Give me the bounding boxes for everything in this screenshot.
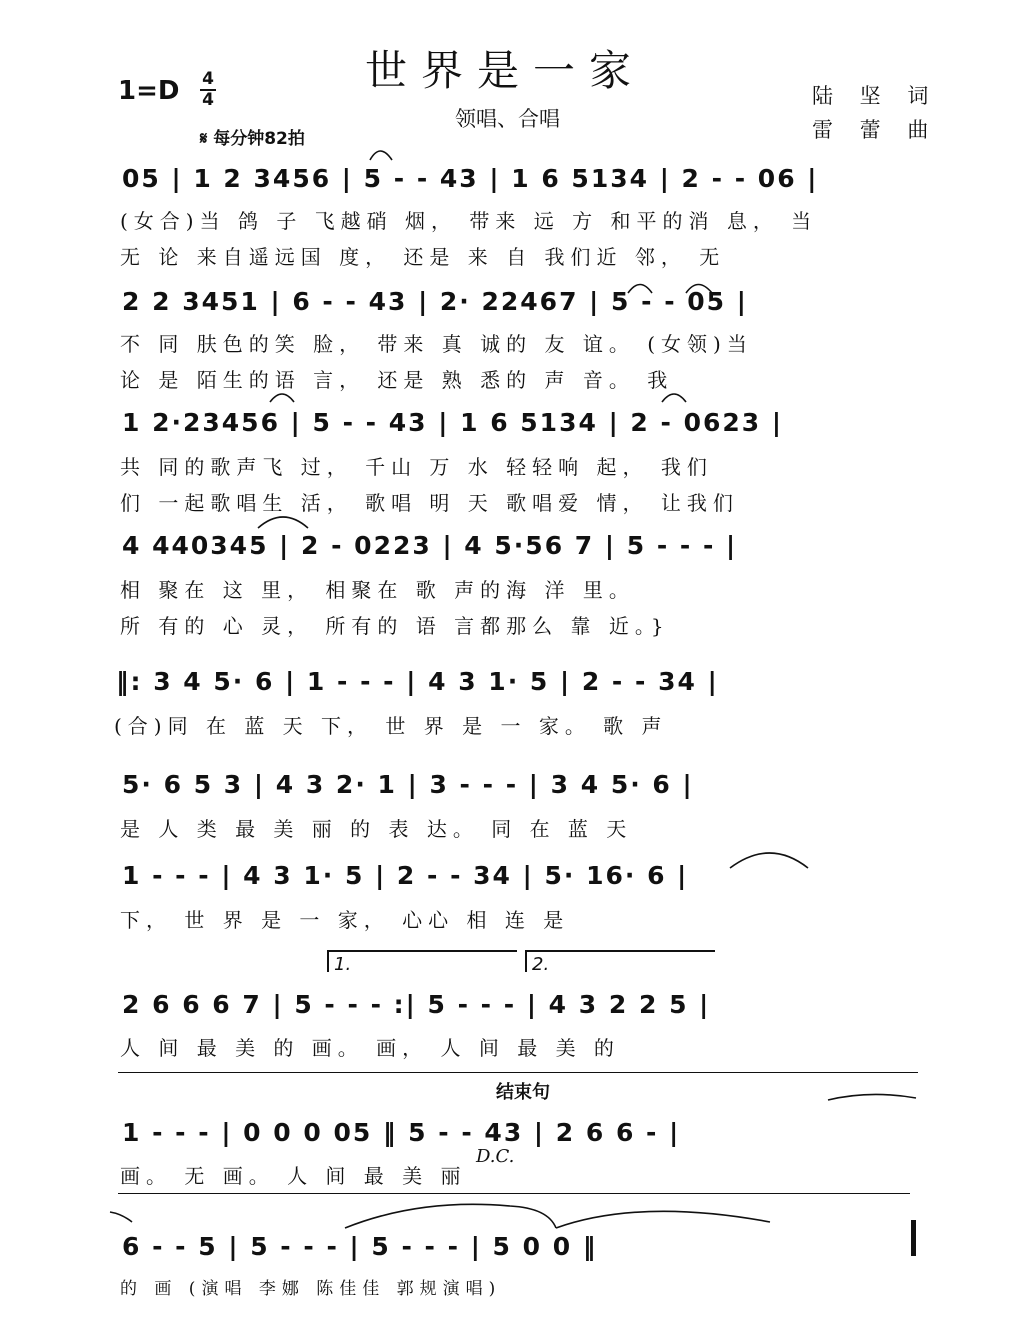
lyric-row-9: 画。 无 画。 人 间 最 美 丽 [120, 1164, 467, 1188]
composer-credit: 雷 蕾 曲 [812, 118, 939, 142]
lyric-row-2a: 不 同 肤色的笑 脸， 带来 真 诚的 友 谊。 (女领)当 [120, 332, 753, 356]
notation-row-4: 4 440345 | 2 - 0223 | 4 5·56 7 | 5 - - - | [122, 531, 738, 560]
performance-note: 领唱、合唱 [455, 107, 560, 131]
tempo-marking: 𝄋 每分钟82拍 [200, 129, 305, 149]
song-title: 世界是一家 [365, 46, 646, 95]
notation-row-2: 2 2 3451 | 6 - - 43 | 2· 22467 | 5 - - 05 | [122, 287, 748, 316]
lyric-row-10: 的 画 (演唱 李娜 陈佳佳 郭规演唱) [120, 1279, 502, 1299]
tie-mark-5 [662, 394, 686, 402]
lyric-row-3a: 共 同的歌声飞 过， 千山 万 水 轻轻响 起， 我们 [120, 455, 713, 479]
lyric-row-4b: 所 有的 心 灵， 所有的 语 言都那么 靠 近。} [120, 614, 670, 638]
notation-row-8: 2 6 6 6 7 | 5 - - - :| 5 - - - | 4 3 2 2 5 | [122, 990, 711, 1019]
tie-mark-2 [628, 285, 652, 294]
notation-row-7: 1 - - - | 4 3 1· 5 | 2 - - 34 | 5· 16· 6 | [122, 861, 689, 890]
lyric-row-8: 人 间 最 美 的 画。 画， 人 间 最 美 的 [120, 1036, 620, 1060]
notation-row-3: 1 2·23456 | 5 - - 43 | 1 6 5134 | 2 - 0623 | [122, 408, 783, 437]
lyric-row-3b: 们 一起歌唱生 活， 歌唱 明 天 歌唱爱 情， 让我们 [120, 491, 739, 515]
notation-row-9: 1 - - - | 0 0 0 05 ‖ 5 - - 43 | 2 6 6 - | [122, 1118, 681, 1147]
dc-marking: D.C. [476, 1146, 515, 1167]
lyric-row-1a: (女合)当 鸽 子 飞越硝 烟， 带来 远 方 和平的消 息， 当 [120, 209, 818, 233]
volta-1-label: 1. [334, 954, 352, 975]
lyric-row-4a: 相 聚在 这 里， 相聚在 歌 声的海 洋 里。 [120, 578, 635, 602]
time-sig-top: 4 [202, 69, 214, 89]
lyric-row-6: 是 人 类 最 美 丽 的 表 达。 同 在 蓝 天 [120, 817, 633, 841]
notation-row-5: ‖: 3 4 5· 6 | 1 - - - | 4 3 1· 5 | 2 - - 34 | [116, 667, 719, 696]
lyric-row-2b: 论 是 陌生的语 言， 还是 熟 悉的 声 音。 我 [120, 368, 674, 392]
lyric-row-1b: 无 论 来自遥远国 度， 还是 来 自 我们近 邻， 无 [120, 245, 726, 269]
notation-row-6: 5· 6 5 3 | 4 3 2· 1 | 3 - - - | 3 4 5· 6 | [122, 770, 694, 799]
tie-mark-3 [686, 285, 712, 294]
slur-mark-4 [345, 1204, 556, 1228]
notation-row-10: 6 - - 5 | 5 - - - | 5 - - - | 5 0 0 ‖ [122, 1232, 598, 1261]
key-signature: 1=D [118, 76, 180, 106]
slur-mark-1 [730, 853, 808, 868]
tie-mark-6 [258, 517, 308, 528]
volta-2-label: 2. [532, 954, 550, 975]
tie-mark-4 [270, 394, 294, 402]
tie-mark-1 [370, 151, 392, 160]
lyric-row-5: (合)同 在 蓝 天 下， 世 界 是 一 家。 歌 声 [114, 714, 668, 738]
coda-label: 结束句 [496, 1082, 550, 1103]
time-sig-bottom: 4 [202, 90, 214, 110]
lyricist-credit: 陆 坚 词 [812, 84, 939, 108]
lyric-row-7: 下， 世 界 是 一 家， 心心 相 连 是 [120, 908, 570, 932]
slur-mark-5 [556, 1211, 770, 1228]
notation-row-1: 05 | 1 2 3456 | 5 - - 43 | 1 6 5134 | 2 - - 06 | [122, 164, 819, 193]
slur-mark-3 [110, 1212, 132, 1222]
slur-mark-2 [828, 1094, 916, 1100]
